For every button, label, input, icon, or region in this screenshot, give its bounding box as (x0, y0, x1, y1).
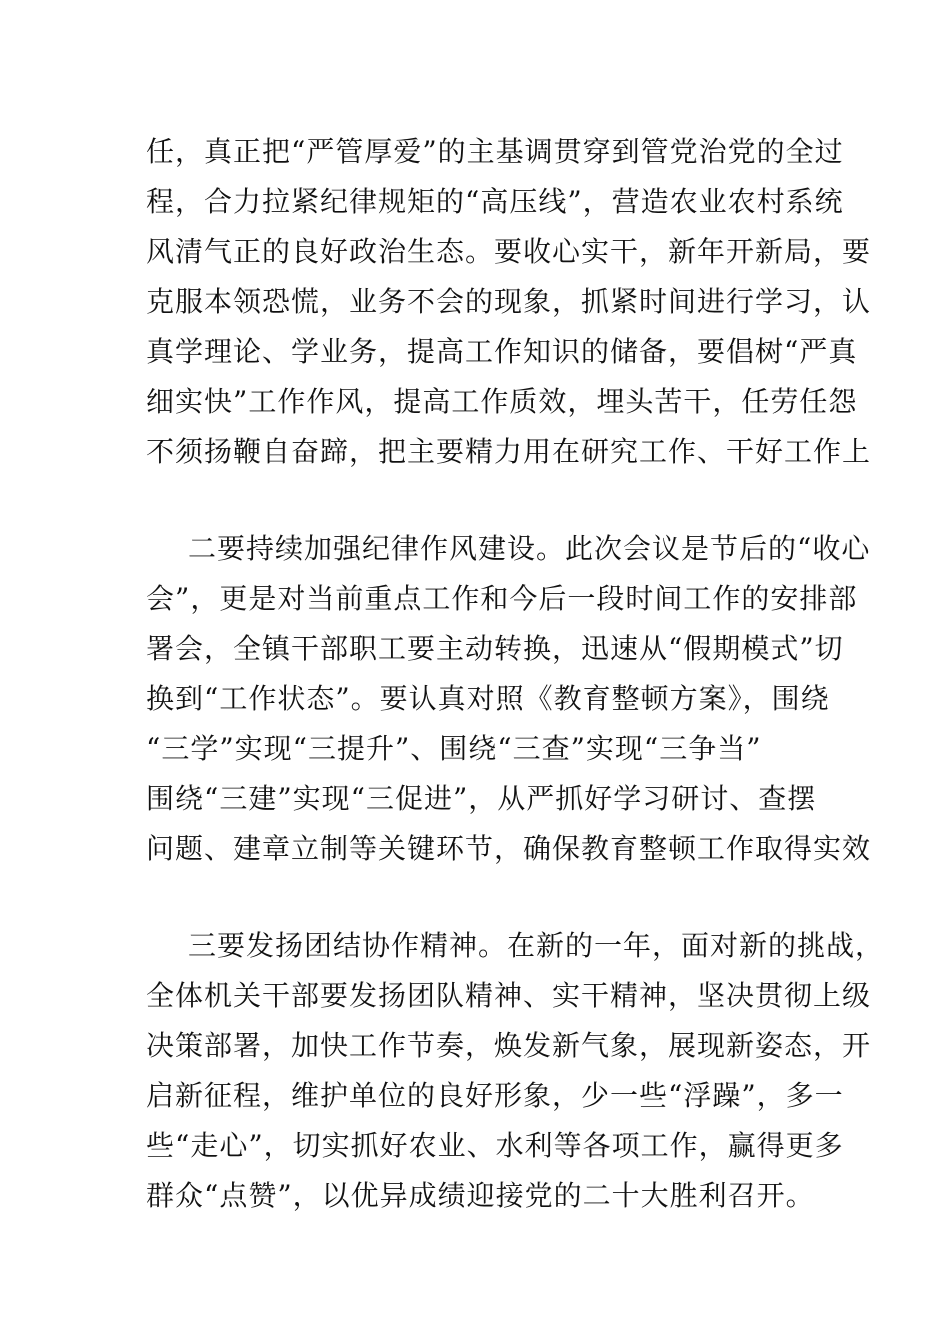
paragraph-line: 不须扬鞭自奋蹄，把主要精力用在研究工作、干好工作上 (146, 435, 872, 468)
paragraph-line: 任，真正把“严管厚爱”的主基调贯穿到管党治党的全过 (146, 135, 844, 168)
paragraph-line: 细实快”工作作风，提高工作质效，埋头苦干，任劳任怨 (146, 385, 858, 418)
paragraph-line: 会”，更是对当前重点工作和今后一段时间工作的安排部 (146, 582, 858, 615)
paragraph-line: 围绕“三建”实现“三促进”，从严抓好学习研讨、查摆 (146, 782, 817, 815)
paragraph-line: 二要持续加强纪律作风建设。此次会议是节后的“收心 (188, 532, 871, 565)
paragraph-line: 问题、建章立制等关键环节，确保教育整顿工作取得实效 (146, 832, 872, 865)
paragraph-line: 真学理论、学业务，提高工作知识的储备，要倡树“严真 (146, 335, 858, 368)
paragraph-line: 决策部署，加快工作节奏，焕发新气象，展现新姿态，开 (146, 1029, 872, 1062)
paragraph-line: 署会，全镇干部职工要主动转换，迅速从“假期模式”切 (146, 632, 844, 665)
paragraph-line: 风清气正的良好政治生态。要收心实干，新年开新局，要 (146, 235, 872, 268)
paragraph-line: 全体机关干部要发扬团队精神、实干精神，坚决贯彻上级 (146, 979, 872, 1012)
paragraph-line: “三学”实现“三提升”、围绕“三查”实现“三争当” (146, 732, 762, 765)
paragraph-line: 些“走心”，切实抓好农业、水利等各项工作，赢得更多 (146, 1129, 844, 1162)
paragraph-line: 克服本领恐慌，业务不会的现象，抓紧时间进行学习，认 (146, 285, 872, 318)
paragraph-line: 启新征程，维护单位的良好形象，少一些“浮躁”，多一 (146, 1079, 844, 1112)
paragraph-line: 换到“工作状态”。要认真对照《教育整顿方案》，围绕 (146, 682, 830, 715)
paragraph-line: 三要发扬团结协作精神。在新的一年，面对新的挑战， (188, 929, 885, 962)
paragraph-line: 群众“点赞”，以优异成绩迎接党的二十大胜利召开。 (146, 1179, 815, 1212)
paragraph-line: 程，合力拉紧纪律规矩的“高压线”，营造农业农村系统 (146, 185, 844, 218)
